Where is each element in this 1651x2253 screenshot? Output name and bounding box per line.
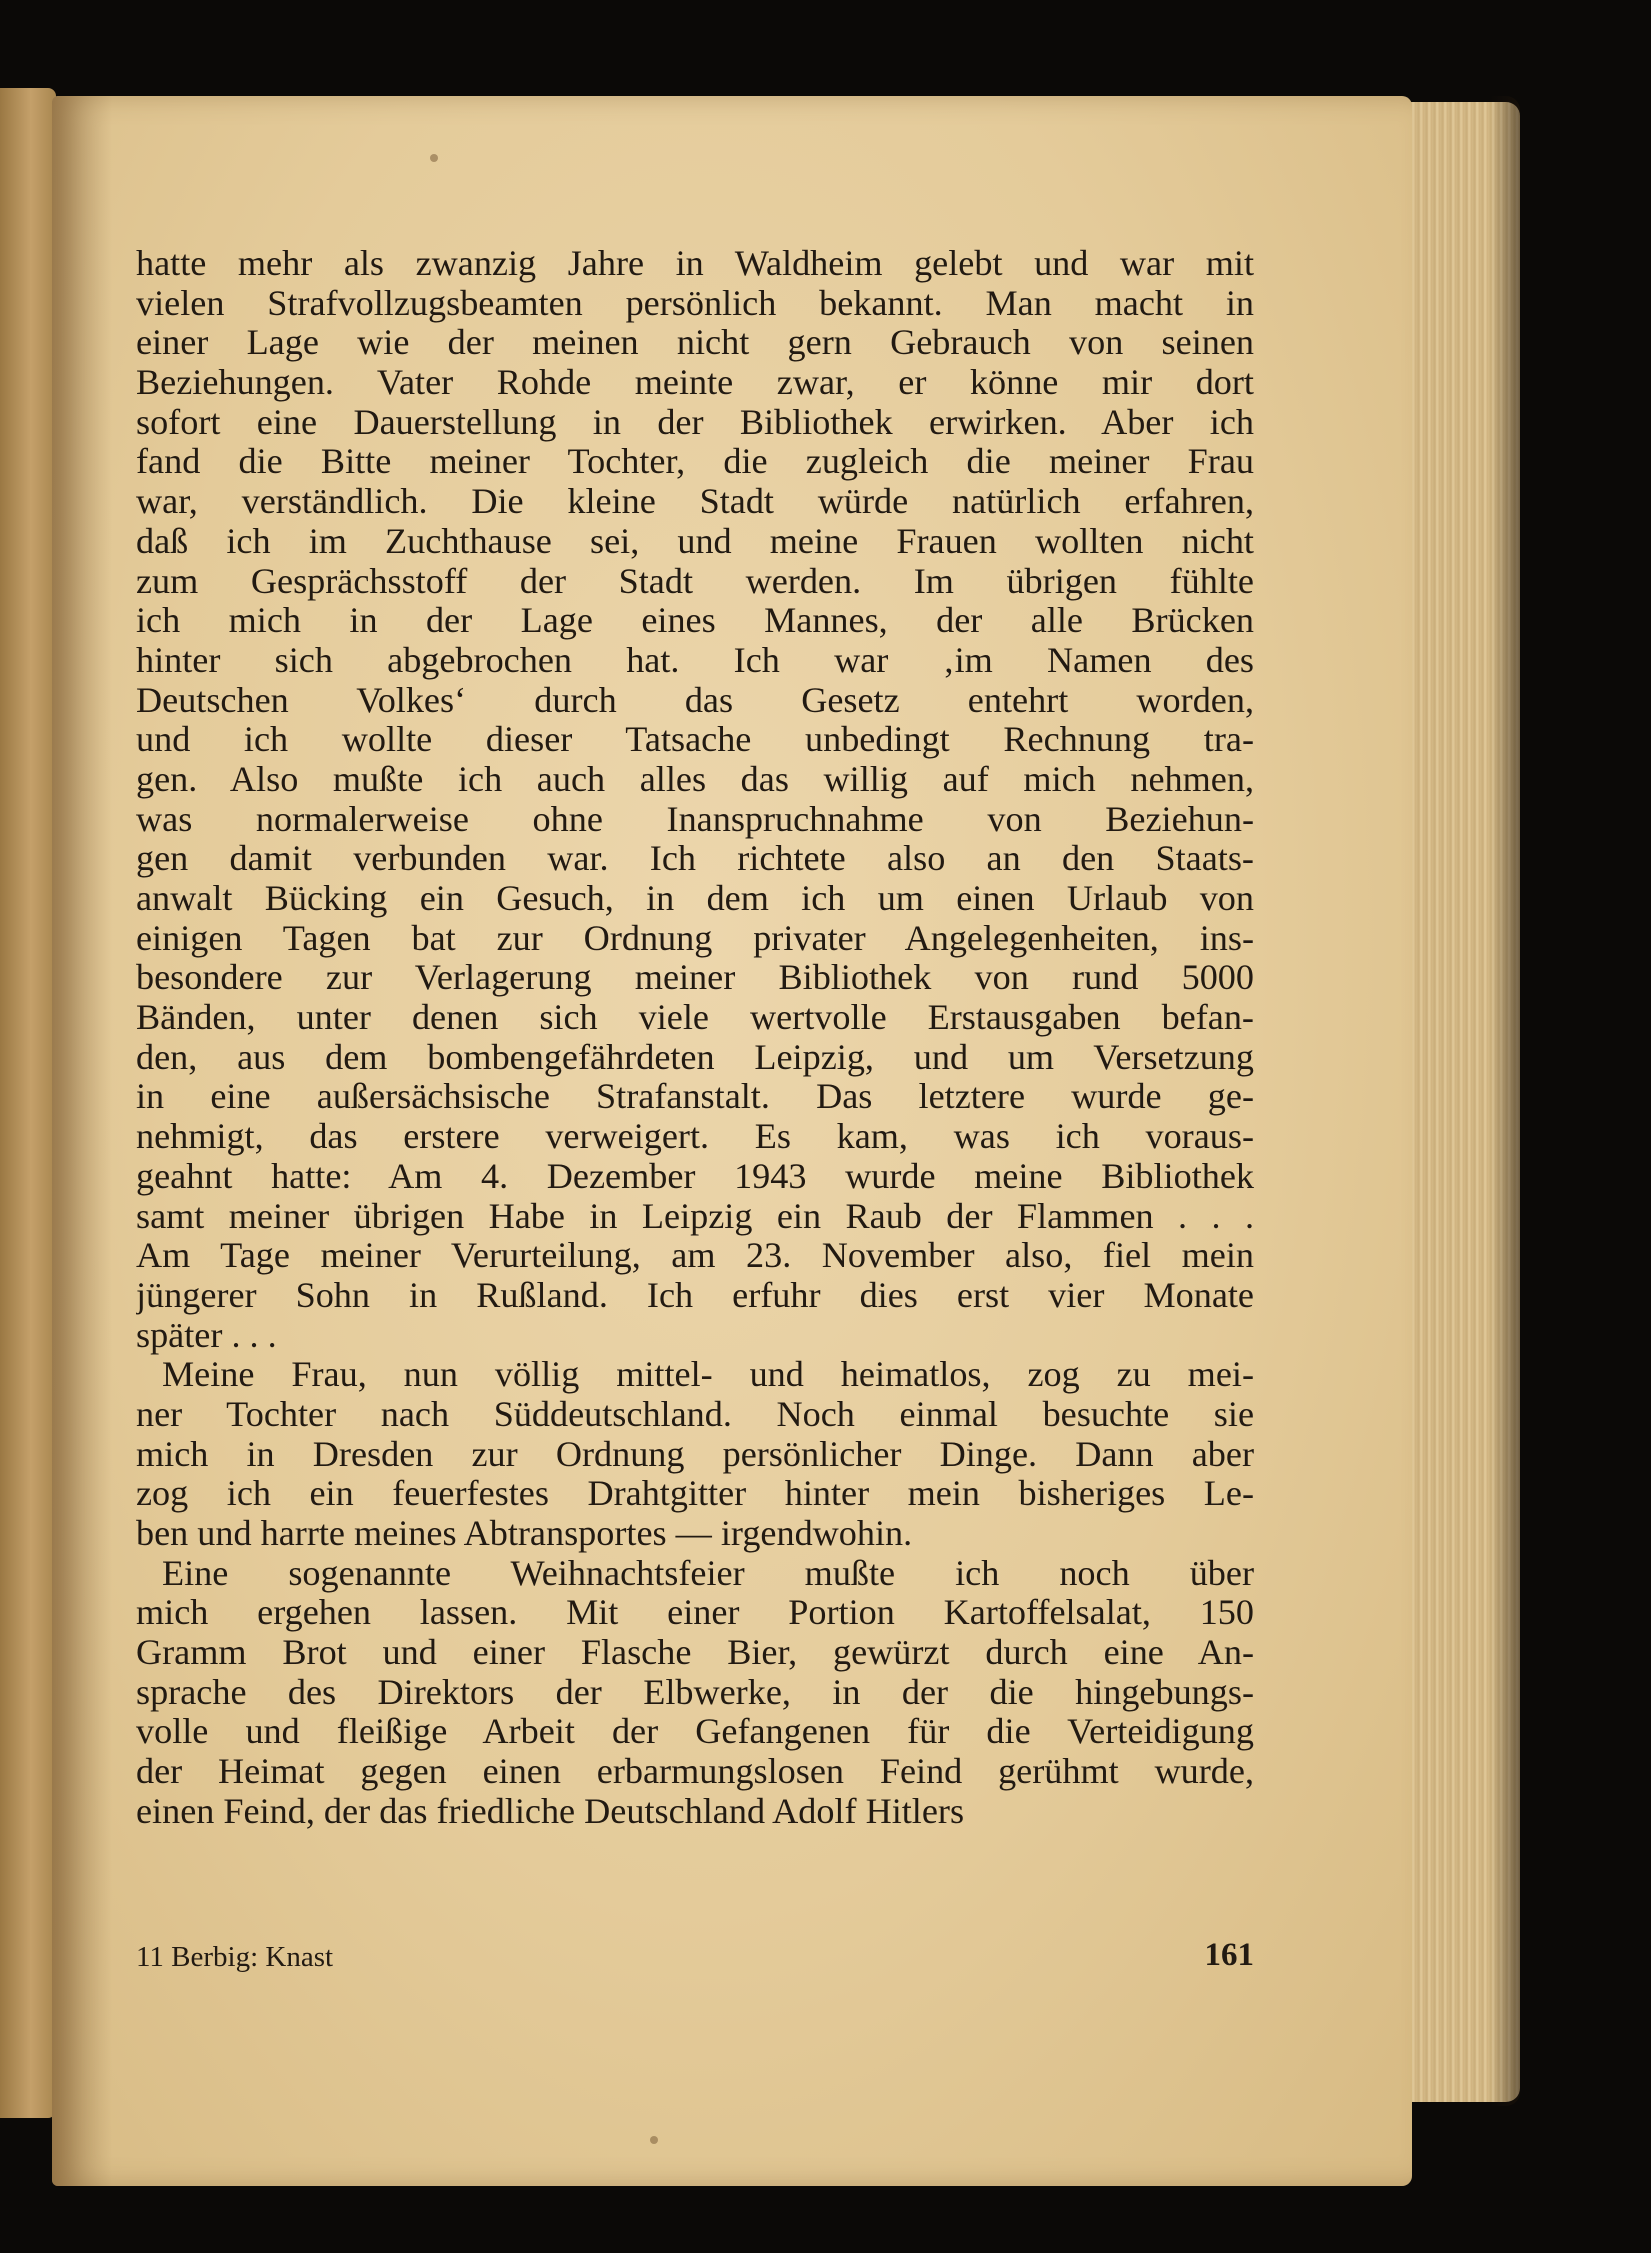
text-line: später . . . bbox=[136, 1315, 277, 1355]
printer-signature: 11 Berbig: Knast bbox=[136, 1941, 334, 1973]
page-gutter bbox=[52, 96, 112, 2186]
text-line: Eine sogenannte Weihnachtsfeier mußte ich noch über bbox=[162, 1553, 1254, 1593]
text-line: war, verständlich. Die kleine Stadt würde natürlich erfahren, bbox=[136, 482, 1254, 522]
paper-speck bbox=[430, 154, 438, 162]
text-line: zog ich ein feuerfestes Drahtgitter hinter mein bisheriges Le- bbox=[136, 1474, 1254, 1514]
text-line: Bänden, unter denen sich viele wertvolle Erstausgaben befan- bbox=[136, 998, 1254, 1038]
text-line: einigen Tagen bat zur Ordnung privater Angelegenheiten, ins- bbox=[136, 918, 1254, 958]
text-line: zum Gesprächsstoff der Stadt werden. Im übrigen fühlte bbox=[136, 561, 1254, 601]
text-line: sprache des Direktors der Elbwerke, in der die hingebungs- bbox=[136, 1672, 1254, 1712]
text-line: gen. Also mußte ich auch alles das willig auf mich nehmen, bbox=[136, 759, 1254, 799]
text-line: sofort eine Dauerstellung in der Bibliothek erwirken. Aber ich bbox=[136, 402, 1254, 442]
text-line: den, aus dem bombengefährdeten Leipzig, und um Versetzung bbox=[136, 1037, 1254, 1077]
text-line: Deutschen Volkes‘ durch das Gesetz entehrt worden, bbox=[136, 680, 1254, 720]
text-line: besondere zur Verlagerung meiner Bibliothek von rund 5000 bbox=[136, 958, 1254, 998]
book-page bbox=[52, 96, 1412, 2186]
paper-speck bbox=[650, 2136, 658, 2144]
text-line: einen Feind, der das friedliche Deutschland Adolf Hitlers bbox=[136, 1791, 965, 1831]
text-line: anwalt Bücking ein Gesuch, in dem ich um einen Urlaub von bbox=[136, 879, 1254, 918]
text-line: ner Tochter nach Süddeutschland. Noch einmal besuchte sie bbox=[136, 1394, 1254, 1434]
text-line: fand die Bitte meiner Tochter, die zugleich die meiner Frau bbox=[136, 442, 1254, 482]
text-line: ich mich in der Lage eines Mannes, der alle Brücken bbox=[136, 601, 1254, 641]
text-line: der Heimat gegen einen erbarmungslosen Feind gerühmt wurde, bbox=[136, 1752, 1254, 1792]
page-footer bbox=[136, 1931, 1254, 1991]
text-line: geahnt hatte: Am 4. Dezember 1943 wurde meine Bibliothek bbox=[136, 1156, 1254, 1196]
text-line: gen damit verbunden war. Ich richtete also an den Staats- bbox=[136, 839, 1254, 879]
text-line: hinter sich abgebrochen hat. Ich war ‚im Namen des bbox=[136, 640, 1254, 680]
text-line: nehmigt, das erstere verweigert. Es kam, was ich voraus- bbox=[136, 1117, 1254, 1157]
text-line: hatte mehr als zwanzig Jahre in Waldheim gelebt und war mit bbox=[136, 244, 1254, 283]
text-line: Beziehungen. Vater Rohde meinte zwar, er könne mir dort bbox=[136, 363, 1254, 403]
text-line: und ich wollte dieser Tatsache unbedingt Rechnung tra- bbox=[136, 720, 1254, 760]
text-line: jüngerer Sohn in Rußland. Ich erfuhr dies erst vier Monate bbox=[136, 1275, 1254, 1315]
text-line: vielen Strafvollzugsbeamten persönlich bekannt. Man macht in bbox=[136, 283, 1254, 323]
text-line: Gramm Brot und einer Flasche Bier, gewürzt durch eine An- bbox=[136, 1633, 1254, 1673]
text-line: was normalerweise ohne Inanspruchnahme von Beziehun- bbox=[136, 799, 1254, 839]
page-block-shadow bbox=[1490, 96, 1520, 2106]
text-line: mich in Dresden zur Ordnung persönlicher Dinge. Dann aber bbox=[136, 1434, 1254, 1474]
text-line: in eine außersächsische Strafanstalt. Das letztere wurde ge- bbox=[136, 1077, 1254, 1117]
text-line: Am Tage meiner Verurteilung, am 23. November also, fiel mein bbox=[136, 1236, 1254, 1276]
body-text bbox=[136, 244, 1254, 1832]
text-line: Meine Frau, nun völlig mittel- und heimatlos, zog zu mei- bbox=[162, 1355, 1254, 1395]
text-line: samt meiner übrigen Habe in Leipzig ein Raub der Flammen . . . bbox=[136, 1196, 1254, 1236]
text-line: mich ergehen lassen. Mit einer Portion Kartoffelsalat, 150 bbox=[136, 1593, 1254, 1633]
text-line: einer Lage wie der meinen nicht gern Gebrauch von seinen bbox=[136, 323, 1254, 363]
page-number: 161 bbox=[1204, 1937, 1254, 1973]
text-line: volle und fleißige Arbeit der Gefangenen für die Verteidigung bbox=[136, 1712, 1254, 1752]
left-page-edge bbox=[0, 88, 56, 2118]
text-line: ben und harrte meines Abtransportes — irgendwohin. bbox=[136, 1514, 913, 1553]
text-line: daß ich im Zuchthause sei, und meine Frauen wollten nicht bbox=[136, 521, 1254, 561]
